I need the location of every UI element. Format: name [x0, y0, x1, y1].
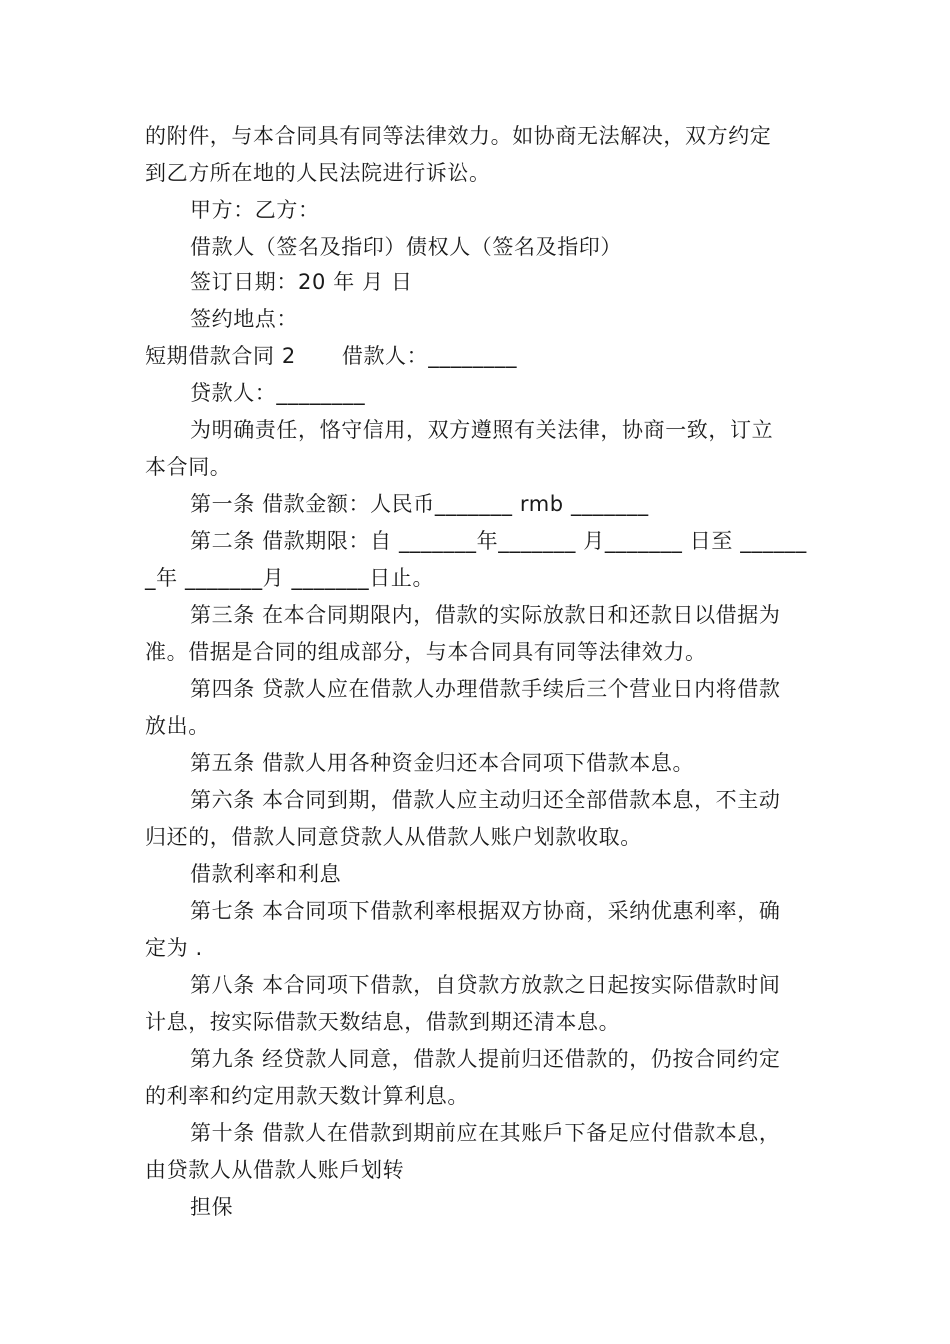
- text-line: 为明确责任，恪守信用，双方遵照有关法律，协商一致，订立: [190, 418, 774, 442]
- clause-9: 第九条 经贷款人同意，借款人提前归还借款的，仍按合同约定: [190, 1047, 781, 1071]
- lender-field: 贷款人：________: [190, 381, 366, 405]
- signing-place: 签约地点：: [190, 307, 298, 331]
- clause-4: 第四条 贷款人应在借款人办理借款手续后三个营业日内将借款: [190, 677, 781, 701]
- clause-10: 第十条 借款人在借款到期前应在其账戶下备足应付借款本息，: [190, 1121, 781, 1145]
- text-line: 本合同。: [145, 455, 232, 479]
- text-line: 甲方：乙方：: [190, 198, 320, 222]
- text-line: 计息，按实际借款天数结息，借款到期还清本息。: [145, 1010, 621, 1034]
- text-line: 归还的，借款人同意贷款人从借款人账户划款收取。: [145, 825, 642, 849]
- clause-7: 第七条 本合同项下借款利率根据双方协商，采纳优惠利率，确: [190, 899, 781, 923]
- clause-1: 第一条 借款金额：人民币_______ rmb _______: [190, 492, 649, 516]
- clause-8: 第八条 本合同项下借款，自贷款方放款之日起按实际借款时间: [190, 973, 781, 997]
- clause-2: 第二条 借款期限：自 _______年_______ 月_______ 日至 ______: [190, 529, 807, 553]
- clause-6: 第六条 本合同到期，借款人应主动归还全部借款本息，不主动: [190, 788, 781, 812]
- text-line: 的附件，与本合同具有同等法律效力。如协商无法解决，双方约定: [145, 124, 772, 148]
- text-line: 定为 .: [145, 936, 203, 960]
- text-line: 的利率和约定用款天数计算利息。: [145, 1084, 469, 1108]
- text-line: 放出。: [145, 714, 210, 738]
- text-line: _年 _______月 _______日止。: [145, 566, 435, 590]
- section-heading: 借款利率和利息: [190, 862, 342, 886]
- clause-3: 第三条 在本合同期限内，借款的实际放款日和还款日以借据为: [190, 603, 781, 627]
- text-line: 到乙方所在地的人民法院进行诉讼。: [145, 161, 491, 185]
- borrower-field: 借款人：________: [341, 344, 518, 368]
- section-heading: 担保: [190, 1195, 234, 1219]
- text-line: 准。借据是合同的组成部分，与本合同具有同等法律效力。: [145, 640, 707, 664]
- text-line: 借款人（签名及指印）债权人（签名及指印）: [190, 235, 622, 259]
- contract-title: 短期借款合同 2: [145, 344, 296, 368]
- text-line: 由贷款人从借款人账戶划转: [145, 1158, 405, 1182]
- clause-5: 第五条 借款人用各种资金归还本合同项下借款本息。: [190, 751, 695, 775]
- signing-date: 签订日期：20 年 月 日: [190, 270, 413, 294]
- contract-title-line: [145, 342, 517, 370]
